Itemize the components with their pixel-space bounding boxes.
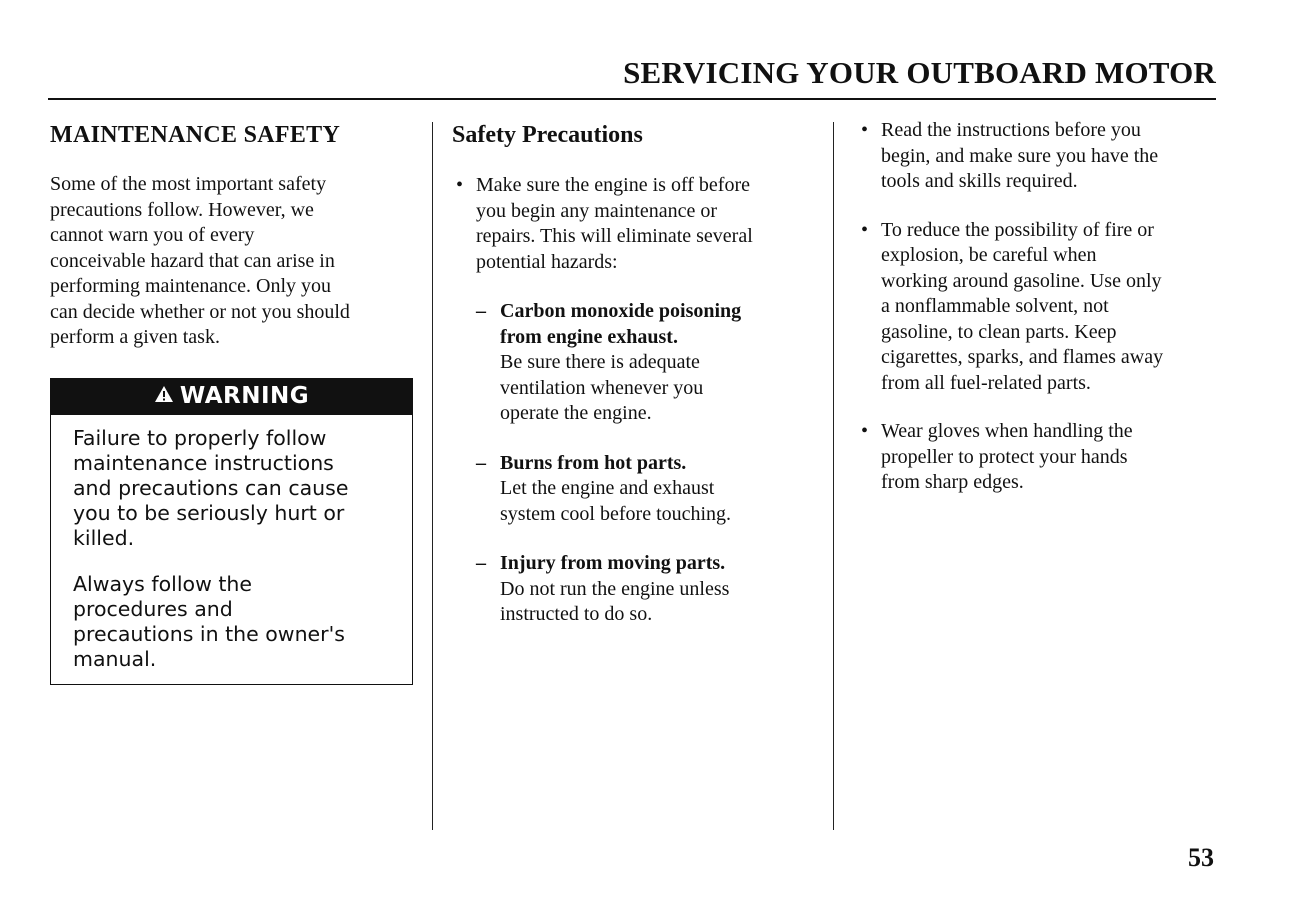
warning-line: precautions in the owner's xyxy=(73,621,345,646)
warning-line: manual. xyxy=(73,646,157,671)
page-number: 53 xyxy=(1188,843,1214,872)
hazard-text-line: system cool before touching. xyxy=(500,502,732,525)
intro-line: Some of the most important safety xyxy=(50,173,327,195)
column-divider-1 xyxy=(432,122,433,830)
bullet-line: from sharp edges. xyxy=(881,471,1024,493)
bullet-line: tools and skills required. xyxy=(881,170,1078,192)
warning-paragraph-1 xyxy=(73,426,398,551)
bullet-line: from all fuel-related parts. xyxy=(881,371,1091,394)
header-rule xyxy=(48,98,1216,100)
maintenance-safety-heading: MAINTENANCE SAFETY xyxy=(50,122,341,148)
warning-line: Always follow the xyxy=(73,571,252,596)
intro-line: perform a given task. xyxy=(50,326,220,348)
bullet-line: Wear gloves when handling the xyxy=(881,420,1133,442)
bullet-line: explosion, be careful when xyxy=(881,244,1097,266)
list-item xyxy=(857,218,1219,397)
dash-icon: – xyxy=(476,451,486,474)
warning-paragraph-2 xyxy=(73,572,398,672)
hazard-text-line: Be sure there is adequate xyxy=(500,351,700,373)
bullet-icon: • xyxy=(861,119,869,141)
warning-header xyxy=(51,379,412,415)
bullet-line: begin, and make sure you have the xyxy=(881,144,1159,167)
column-divider-2 xyxy=(833,122,834,830)
bullet-line: repairs. This will eliminate several xyxy=(476,225,753,247)
more-precautions-list xyxy=(857,118,1219,496)
hazard-text xyxy=(500,476,814,527)
bullet-icon: • xyxy=(861,218,869,241)
hazard-text xyxy=(500,350,814,427)
bullet-line: you begin any maintenance or xyxy=(476,199,718,222)
maintenance-safety-column xyxy=(50,118,415,685)
intro-line: conceivable hazard that can arise in xyxy=(50,249,335,272)
warning-box xyxy=(50,378,413,685)
list-item xyxy=(452,173,814,628)
hazard-title-line: Burns from hot parts. xyxy=(500,451,687,474)
maintenance-safety-intro xyxy=(50,172,415,351)
warning-line: Failure to properly follow xyxy=(73,425,327,450)
hazard-text-line: Let the engine and exhaust xyxy=(500,477,715,499)
warning-triangle-icon xyxy=(154,384,174,410)
intro-line: precautions follow. However, we xyxy=(50,198,314,221)
bullet-line: gasoline, to clean parts. Keep xyxy=(881,320,1117,343)
hazard-item xyxy=(476,551,814,628)
safety-precautions-column xyxy=(452,118,814,628)
hazard-text-line: ventilation whenever you xyxy=(500,376,704,399)
warning-line: you to be seriously hurt or xyxy=(73,500,345,525)
dash-icon: – xyxy=(476,552,486,574)
bullet-line: propeller to protect your hands xyxy=(881,445,1128,468)
hazard-title xyxy=(500,451,814,477)
bullet-line: Read the instructions before you xyxy=(881,119,1141,141)
bullet-line: Make sure the engine is off before xyxy=(476,174,750,196)
bullet-line: To reduce the possibility of fire or xyxy=(881,218,1154,241)
bullet-line: working around gasoline. Use only xyxy=(881,269,1162,292)
hazard-item xyxy=(476,299,814,427)
bullet-line: a nonflammable solvent, not xyxy=(881,295,1109,317)
intro-line: can decide whether or not you should xyxy=(50,300,350,323)
hazard-text-line: instructed to do so. xyxy=(500,603,653,625)
warning-line: killed. xyxy=(73,525,135,550)
more-precautions-column xyxy=(857,118,1219,496)
warning-line: procedures and xyxy=(73,596,233,621)
warning-body xyxy=(51,415,412,684)
hazard-title-line: Injury from moving parts. xyxy=(500,552,726,574)
hazard-list xyxy=(476,299,814,628)
dash-icon: – xyxy=(476,300,486,322)
hazard-title-line: Carbon monoxide poisoning xyxy=(500,300,742,322)
bullet-line: cigarettes, sparks, and flames away xyxy=(881,346,1164,368)
hazard-text-line: operate the engine. xyxy=(500,402,652,424)
safety-precautions-heading: Safety Precautions xyxy=(452,122,643,148)
bullet-icon: • xyxy=(861,420,869,442)
hazard-text xyxy=(500,577,814,628)
list-item xyxy=(857,118,1219,195)
hazard-item xyxy=(476,451,814,528)
warning-line: and precautions can cause xyxy=(73,475,349,500)
hazard-title xyxy=(500,551,814,577)
safety-precautions-list xyxy=(452,173,814,628)
intro-line: cannot warn you of every xyxy=(50,224,255,246)
page-header-title: SERVICING YOUR OUTBOARD MOTOR xyxy=(623,55,1216,90)
hazard-title-line: from engine exhaust. xyxy=(500,325,678,348)
list-item xyxy=(857,419,1219,496)
bullet-line: potential hazards: xyxy=(476,250,618,273)
hazard-text-line: Do not run the engine unless xyxy=(500,577,730,600)
warning-line: maintenance instructions xyxy=(73,450,334,475)
intro-line: performing maintenance. Only you xyxy=(50,275,332,297)
bullet-icon: • xyxy=(456,174,464,196)
hazard-title xyxy=(500,299,814,350)
warning-label: WARNING xyxy=(179,382,310,409)
